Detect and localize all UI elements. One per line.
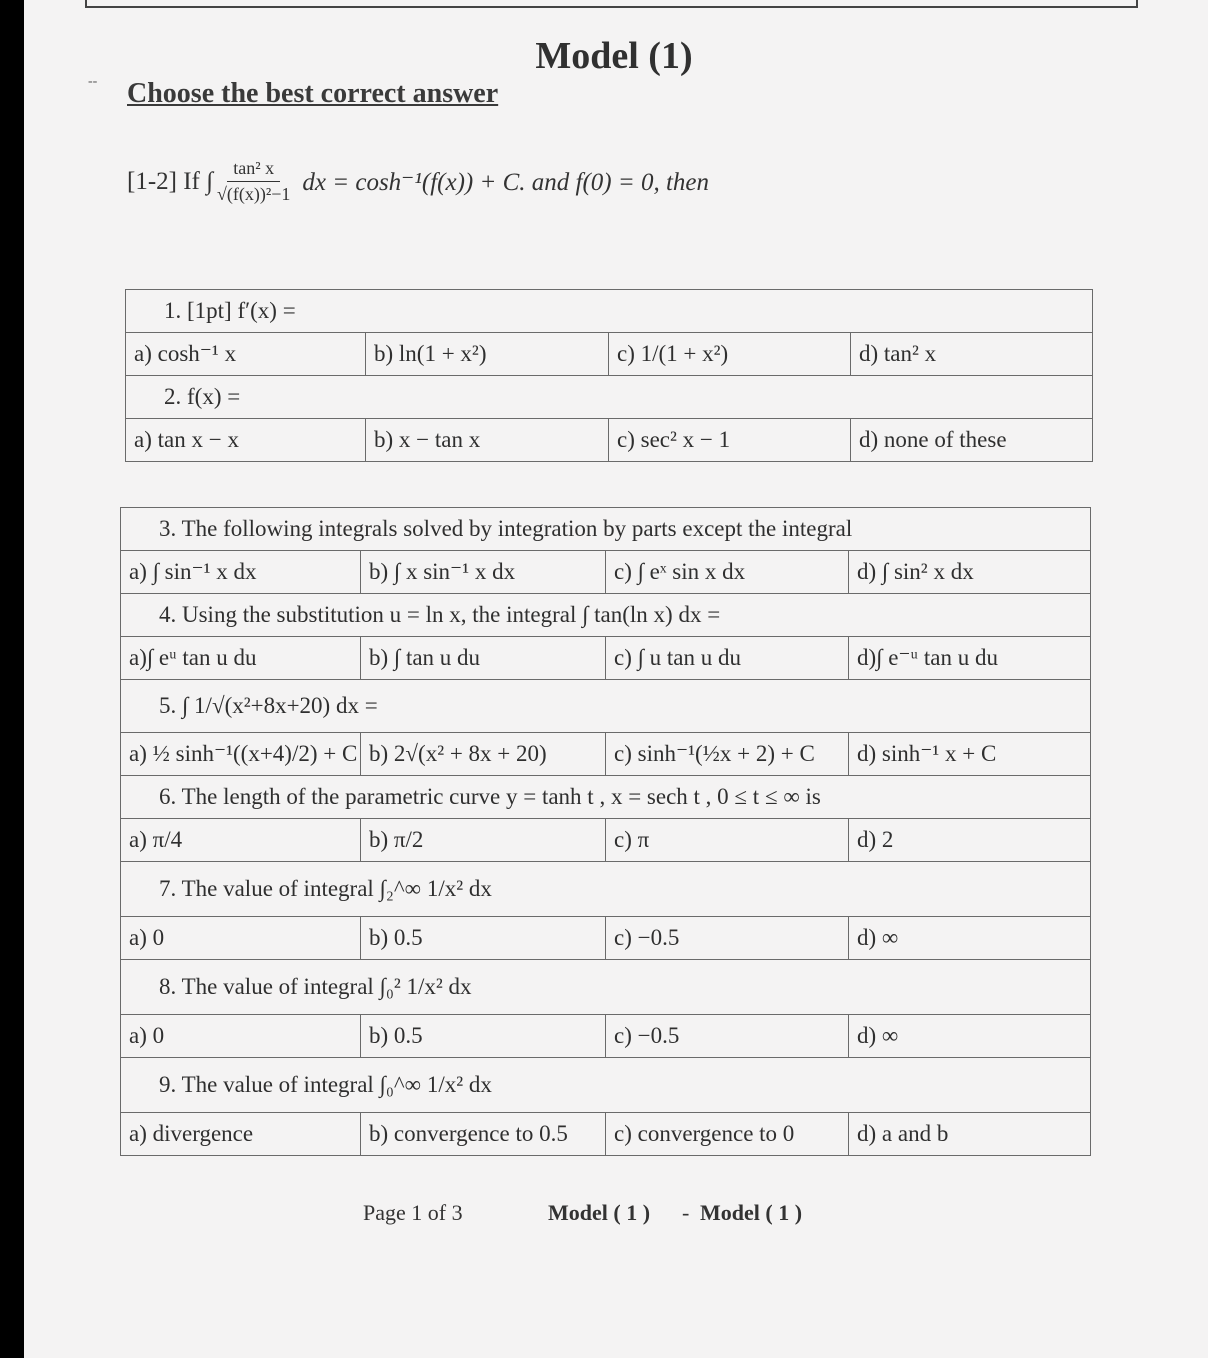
- option-a[interactable]: a) tan x − x: [126, 419, 366, 462]
- options-row: [121, 819, 1091, 862]
- option-d[interactable]: d) tan² x: [851, 333, 1093, 376]
- question-row: [121, 862, 1091, 917]
- option-a[interactable]: a) cosh⁻¹ x: [126, 333, 366, 376]
- intro-statement: [127, 158, 709, 205]
- page-title: Model (1): [535, 35, 693, 77]
- option-a[interactable]: a)∫ eᵘ tan u du: [121, 637, 361, 680]
- question-row: [121, 508, 1091, 551]
- option-d[interactable]: d) ∞: [849, 1015, 1091, 1058]
- question-stem: 2. f(x) =: [126, 376, 1093, 419]
- options-row: [121, 637, 1091, 680]
- options-row: [121, 917, 1091, 960]
- option-a[interactable]: a) ∫ sin⁻¹ x dx: [121, 551, 361, 594]
- margin-mark: --: [88, 74, 98, 89]
- option-b[interactable]: b) convergence to 0.5: [361, 1113, 606, 1156]
- option-a[interactable]: a) divergence: [121, 1113, 361, 1156]
- question-stem: 5. ∫ 1/√(x²+8x+20) dx =: [121, 680, 1091, 733]
- question-table-1: [125, 289, 1093, 462]
- option-d[interactable]: d) a and b: [849, 1113, 1091, 1156]
- options-row: [121, 1113, 1091, 1156]
- option-a[interactable]: a) 0: [121, 1015, 361, 1058]
- options-row: [121, 551, 1091, 594]
- option-b[interactable]: b) 0.5: [361, 1015, 606, 1058]
- option-d[interactable]: d)∫ e⁻ᵘ tan u du: [849, 637, 1091, 680]
- question-row: [126, 290, 1093, 333]
- options-row: [121, 733, 1091, 776]
- option-d[interactable]: d) ∞: [849, 917, 1091, 960]
- footer-separator: -: [682, 1200, 690, 1225]
- option-a[interactable]: a) 0: [121, 917, 361, 960]
- option-c[interactable]: c) convergence to 0: [606, 1113, 849, 1156]
- option-a[interactable]: a) ½ sinh⁻¹((x+4)/2) + C: [121, 733, 361, 776]
- question-row: [126, 376, 1093, 419]
- footer-model-left-text: Model ( 1 ): [548, 1200, 651, 1225]
- option-c[interactable]: c) ∫ u tan u du: [606, 637, 849, 680]
- question-stem: 7. The value of integral ∫₂^∞ 1/x² dx: [121, 862, 1091, 917]
- option-d[interactable]: d) ∫ sin² x dx: [849, 551, 1091, 594]
- question-stem: 8. The value of integral ∫₀² 1/x² dx: [121, 960, 1091, 1015]
- question-row: [121, 594, 1091, 637]
- options-row: [126, 419, 1093, 462]
- option-a[interactable]: a) π/4: [121, 819, 361, 862]
- option-b[interactable]: b) 0.5: [361, 917, 606, 960]
- intro-fraction-denominator: √(f(x))²−1: [216, 184, 291, 204]
- option-c[interactable]: c) −0.5: [606, 917, 849, 960]
- intro-label: [1-2] If ∫: [127, 167, 213, 195]
- question-stem: 1. [1pt] f′(x) =: [126, 290, 1093, 333]
- option-b[interactable]: b) π/2: [361, 819, 606, 862]
- question-row: [121, 1058, 1091, 1113]
- option-b[interactable]: b) ∫ x sin⁻¹ x dx: [361, 551, 606, 594]
- option-c[interactable]: c) 1/(1 + x²): [609, 333, 851, 376]
- option-c[interactable]: c) sec² x − 1: [609, 419, 851, 462]
- question-row: [121, 776, 1091, 819]
- footer-model-right-text: Model ( 1 ): [700, 1200, 803, 1225]
- option-c[interactable]: c) −0.5: [606, 1015, 849, 1058]
- question-stem: 9. The value of integral ∫₀^∞ 1/x² dx: [121, 1058, 1091, 1113]
- option-d[interactable]: d) 2: [849, 819, 1091, 862]
- option-b[interactable]: b) x − tan x: [366, 419, 609, 462]
- intro-fraction: [217, 158, 290, 205]
- option-c[interactable]: c) π: [606, 819, 849, 862]
- intro-fraction-numerator: tan² x: [227, 158, 280, 182]
- options-row: [121, 1015, 1091, 1058]
- top-border: [85, 0, 1138, 8]
- question-row: [121, 680, 1091, 733]
- instruction-heading: Choose the best correct answer: [127, 78, 499, 109]
- question-table-2: [120, 507, 1091, 1156]
- page-number: Page 1 of 3: [363, 1200, 463, 1225]
- question-row: [121, 960, 1091, 1015]
- option-d[interactable]: d) sinh⁻¹ x + C: [849, 733, 1091, 776]
- question-stem: 3. The following integrals solved by integration by parts except the integral: [121, 508, 1091, 551]
- question-stem: 6. The length of the parametric curve y = tanh t , x = sech t , 0 ≤ t ≤ ∞ is: [121, 776, 1091, 819]
- option-b[interactable]: b) ∫ tan u du: [361, 637, 606, 680]
- intro-equation: dx = cosh⁻¹(f(x)) + C. and f(0) = 0, then: [302, 168, 710, 196]
- options-row: [126, 333, 1093, 376]
- footer-model-right: [700, 1200, 802, 1226]
- option-b[interactable]: b) ln(1 + x²): [366, 333, 609, 376]
- question-stem: 4. Using the substitution u = ln x, the integral ∫ tan(ln x) dx =: [121, 594, 1091, 637]
- option-d[interactable]: d) none of these: [851, 419, 1093, 462]
- option-c[interactable]: c) ∫ eˣ sin x dx: [606, 551, 849, 594]
- footer-model-left: [548, 1200, 650, 1226]
- option-b[interactable]: b) 2√(x² + 8x + 20): [361, 733, 606, 776]
- option-c[interactable]: c) sinh⁻¹(½x + 2) + C: [606, 733, 849, 776]
